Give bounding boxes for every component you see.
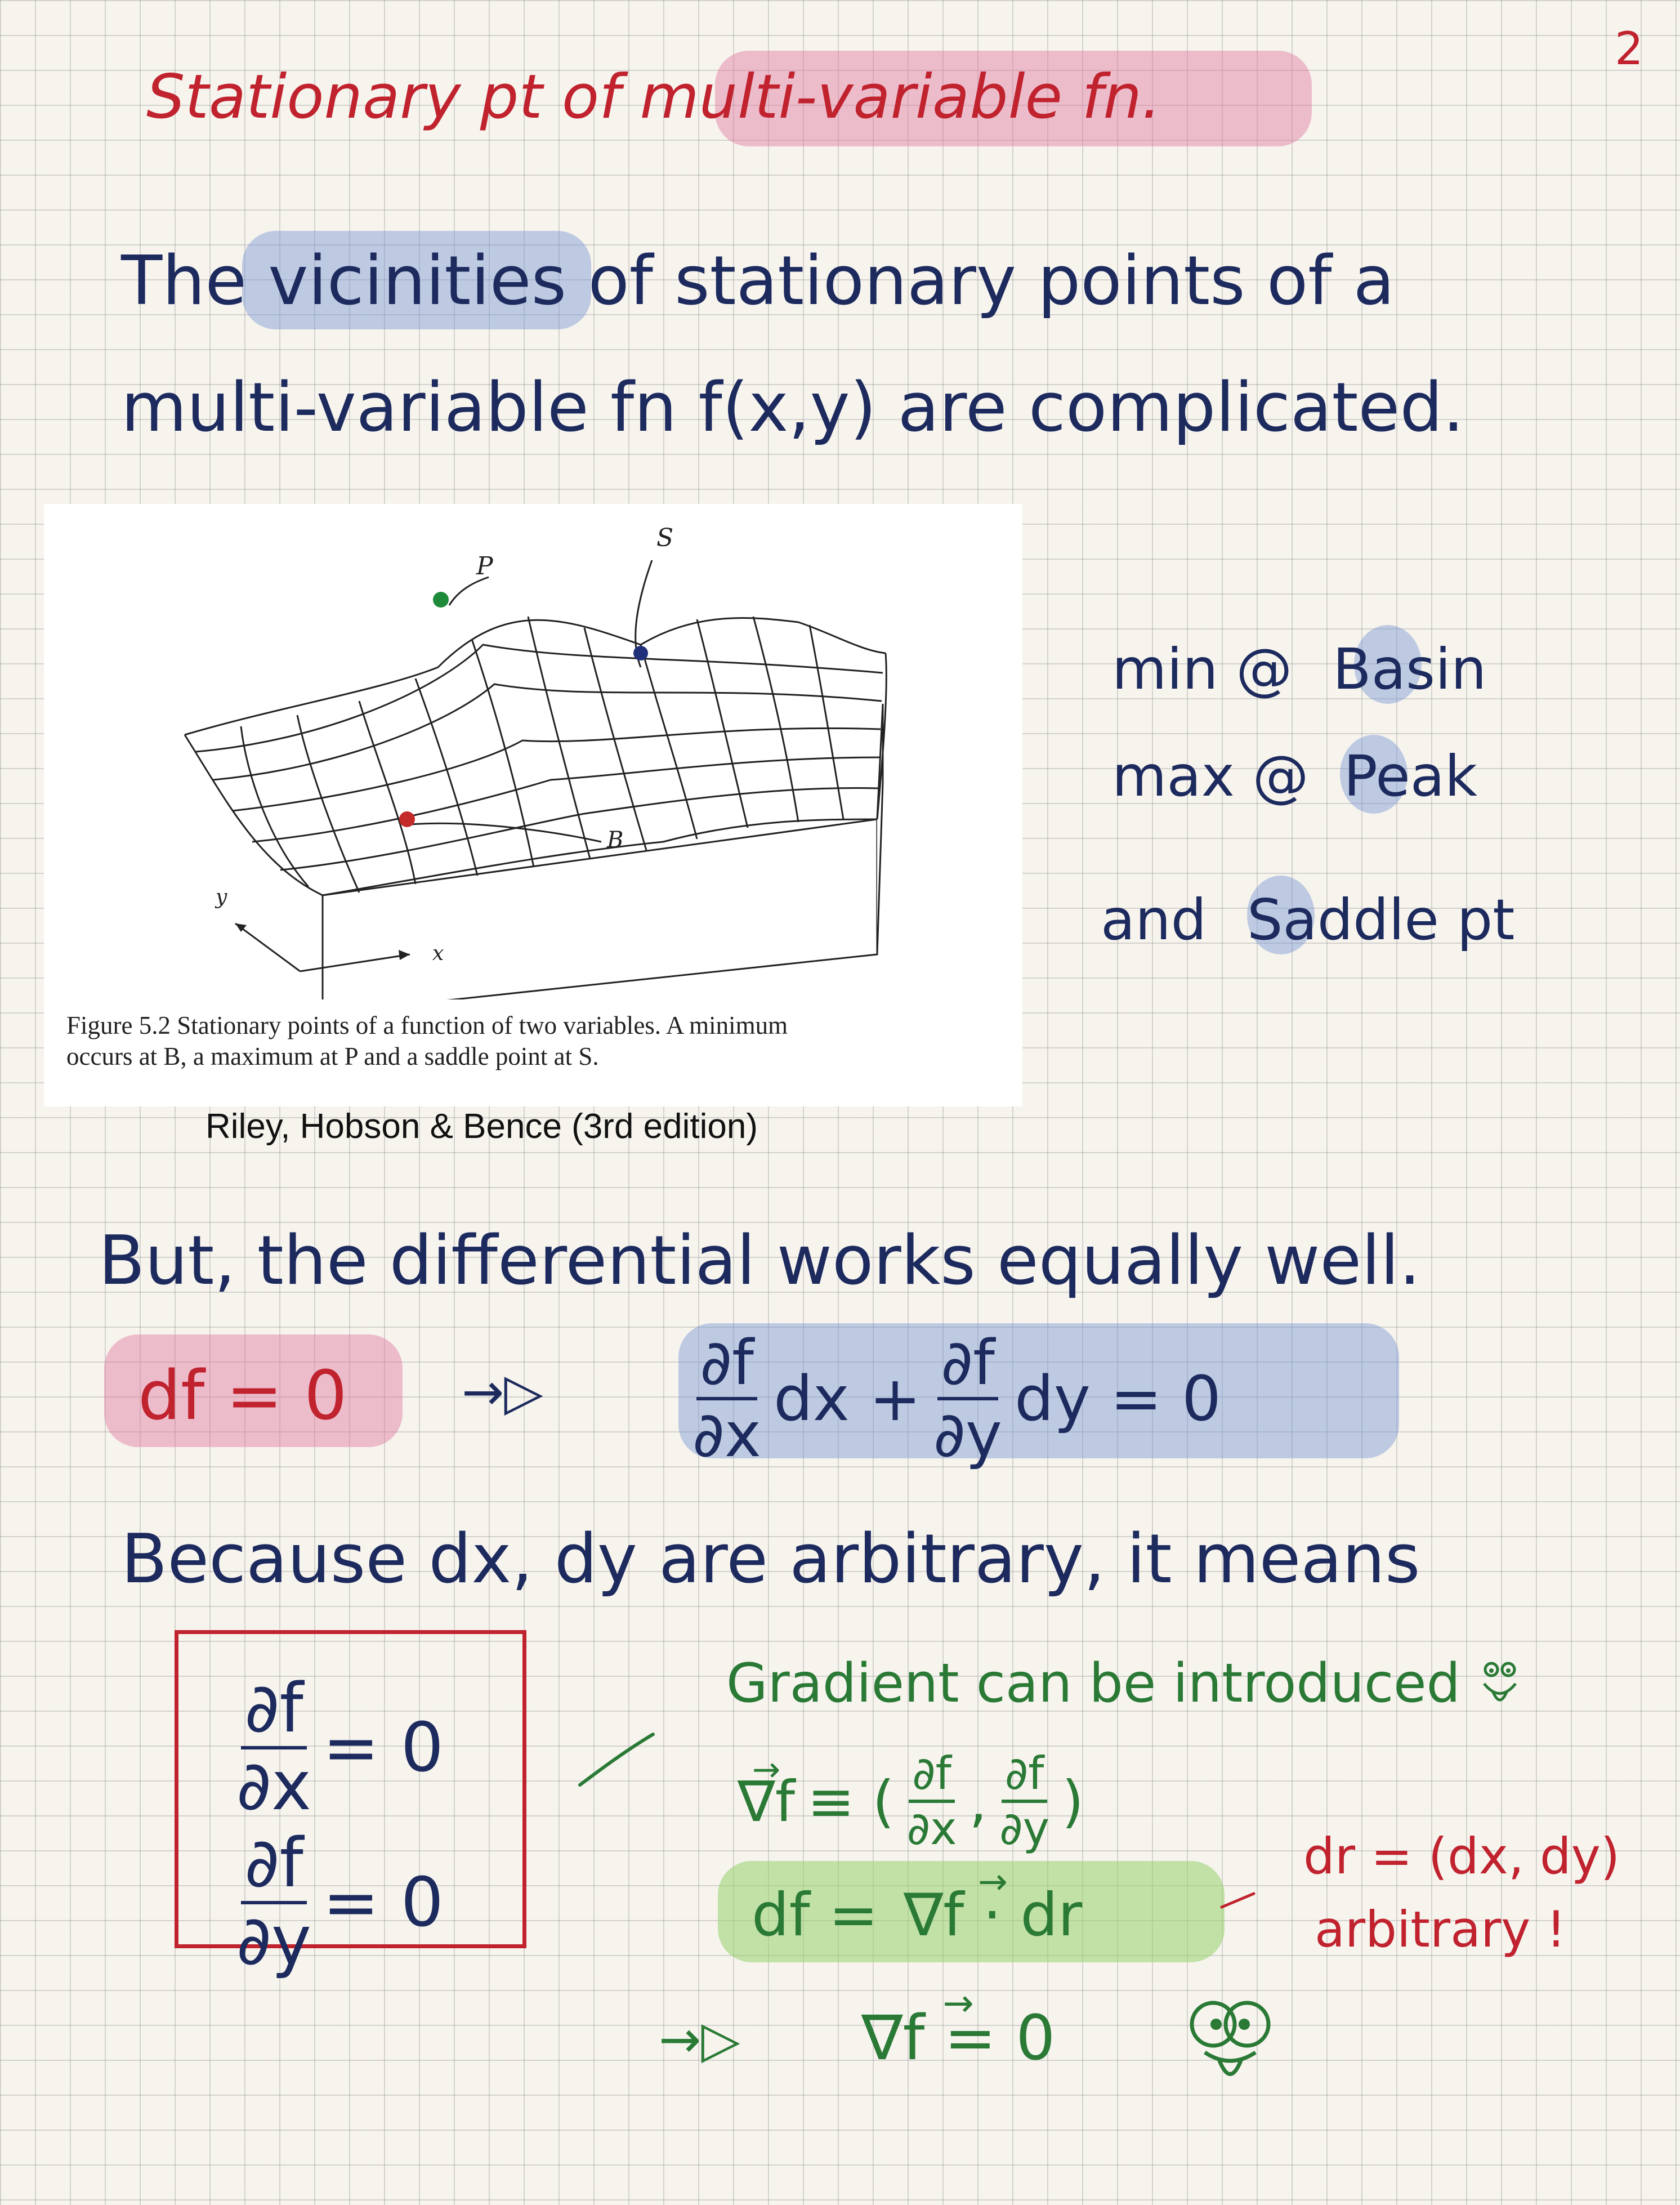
partial-f-num-1: ∂f [696,1332,757,1400]
gradient-def-x [906,1747,957,1855]
gradient-def-y [999,1747,1049,1855]
differential-heading: But, the differential works equally well. [99,1222,1421,1300]
implies-arrow: →▷ [462,1363,543,1422]
df-zero: df = 0 [138,1357,347,1435]
gradient-def-x-num: ∂f [909,1751,955,1803]
pointer-B [404,823,601,842]
min-value: Basin [1333,636,1487,702]
df-grad-lhs: df = [752,1881,878,1949]
condition-x-den: ∂x [236,1747,312,1825]
intro-line-2: multi-variable fn f(x,y) are complicated. [121,369,1464,447]
block-right-face [877,704,883,954]
label-S: S [656,524,674,552]
axis-x-label: x [432,942,444,965]
dr-pointer-stroke [1219,1889,1258,1912]
max-value: Peak [1343,743,1477,809]
silly-face-icon [1182,1996,1278,2092]
axis-y-line [235,923,300,971]
stationary-points-surface-figure [44,504,1022,999]
gradient-def-lhs: → ∇f [738,1769,795,1834]
partial-y-den: ∂y [933,1399,1003,1471]
pointer-P [449,577,489,605]
gradient-def-eq: ≡ ( [807,1768,895,1834]
result-arrow: →▷ [659,2010,740,2069]
page-number: 2 [1615,23,1643,75]
partial-f-over-y [933,1327,1003,1471]
min-line [1112,636,1486,702]
intro-line1-end: of stationary points of a [588,242,1395,320]
point-S-marker [633,646,648,660]
page-title: Stationary pt of multi-variable fn. [146,62,1161,132]
label-P: P [476,552,493,581]
gradient-def-close: ) [1061,1768,1084,1834]
condition-y-den: ∂y [236,1902,312,1980]
saddle-value: Saddle pt [1246,887,1515,953]
partial-f-num-2: ∂f [937,1332,998,1400]
surface-back-edge [185,618,886,735]
axis-y-label: y [216,886,227,909]
saddle-line [1101,887,1514,953]
dr-arbitrary: arbitrary ! [1315,1900,1566,1958]
gradient-def-comma: , [969,1768,988,1834]
partial-f-over-x [692,1327,761,1471]
figure-caption-line-2: occurs at B, a maximum at P and a saddle point at S. [66,1042,599,1070]
condition-x-num: ∂f [241,1675,306,1749]
intro-the: The [121,242,247,320]
gradient-zero: → ∇f = 0 [861,2002,1055,2074]
saddle-label: and [1101,887,1207,953]
gradient-def-x-den: ∂x [906,1802,957,1855]
condition-y-rhs: = 0 [323,1863,444,1942]
smiley-face-icon [1477,1658,1522,1709]
df-grad-rhs: → ∇f · dr [904,1881,1082,1949]
point-B-marker [399,811,415,827]
max-line [1112,743,1477,809]
df-grad-equation [752,1881,1082,1949]
figure-panel [44,504,1022,1106]
figure-source: Riley, Hobson & Bence (3rd edition) [205,1107,758,1146]
gradient-def-y-den: ∂y [999,1802,1049,1855]
condition-y-num: ∂f [241,1830,306,1904]
min-label: min @ [1112,636,1293,702]
intro-vicinities: vicinities [268,242,567,320]
figure-caption-line-1: Figure 5.2 Stationary points of a function of two variables. A minimum [66,1011,788,1039]
label-B: B [607,827,624,853]
condition-y-fraction [236,1824,312,1980]
gradient-def-y-num: ∂f [1002,1751,1048,1803]
intro-line-1 [121,242,1395,320]
condition-y [236,1824,444,1980]
condition-x-fraction [236,1670,312,1825]
max-label: max @ [1112,743,1309,809]
condition-x-rhs: = 0 [323,1708,444,1787]
gradient-definition [738,1747,1084,1855]
dr-definition: dr = (dx, dy) [1303,1827,1620,1885]
check-stroke [574,1729,659,1796]
point-P-marker [433,592,449,608]
dy-zero: dy = 0 [1015,1363,1222,1435]
gradient-intro-text: Gradient can be introduced [726,1653,1460,1715]
total-differential [692,1327,1222,1471]
dx-plus: dx + [773,1363,922,1435]
partial-x-den: ∂x [692,1399,761,1471]
gradient-intro [726,1653,1522,1715]
because-line: Because dx, dy are arbitrary, it means [121,1520,1420,1599]
condition-x [236,1670,444,1825]
